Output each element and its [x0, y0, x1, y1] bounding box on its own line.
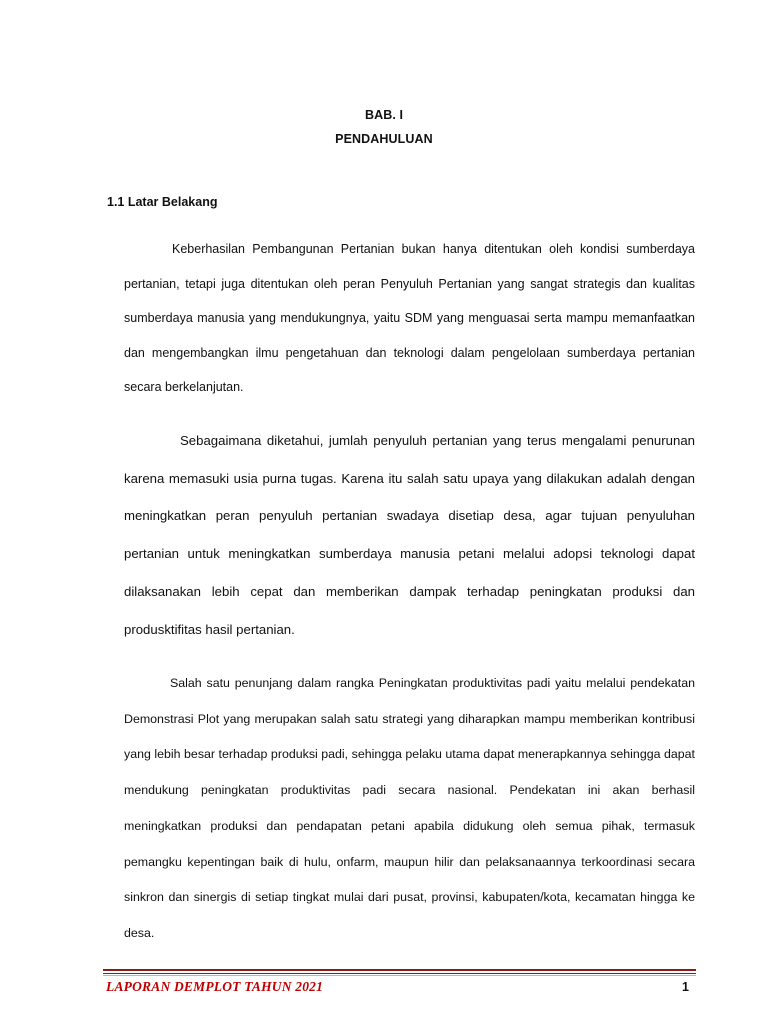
paragraph-2: Sebagaimana diketahui, jumlah penyuluh pertanian yang terus mengalami penurunan karena memasuki usia purna tugas. Karena itu salah satu upaya yang dilakukan adalah dengan meningkatkan peran penyuluh pertanian swadaya disetiap desa, agar tujuan penyuluhan pertanian untuk meningkatkan sumberdaya manusia petani melalui adopsi teknologi dapat dilaksanakan lebih cepat dan memberikan dampak terhadap peningkatan produksi dan produsktifitas hasil pertanian.: [124, 433, 695, 637]
page-number: 1: [682, 980, 689, 994]
chapter-number: BAB. I: [364, 108, 404, 122]
footer-rule-thin: [103, 973, 696, 974]
footer-title: LAPORAN DEMPLOT TAHUN 2021: [106, 979, 324, 994]
footer-rule-thick: [103, 969, 696, 971]
footer-rule-shadow: [103, 975, 696, 976]
paragraph-3: Salah satu penunjang dalam rangka Peningkatan produktivitas padi yaitu melalui pendekatan Demonstrasi Plot yang merupakan salah satu strategi yang diharapkan mampu memberikan kontribusi yang lebih besar terhadap produksi padi, sehingga pelaku utama dapat menerapkannya sehingga dapat mendukung peningkatan produktivitas padi secara nasional. Pendekatan ini akan berhasil meningkatkan produksi dan pendapatan petani apabila didukung oleh semua pihak, termasuk pemangku kepentingan baik di hulu, onfarm, maupun hilir dan pelaksanaannya terkoordinasi secara sinkron dan sinergis di setiap tingkat mulai dari pusat, provinsi, kabupaten/kota, kecamatan hingga ke desa.: [124, 676, 695, 940]
chapter-title: PENDAHULUAN: [335, 132, 433, 146]
paragraph-1: Keberhasilan Pembangunan Pertanian bukan hanya ditentukan oleh kondisi sumberdaya pertanian, tetapi juga ditentukan oleh peran Penyuluh Pertanian yang sangat strategis dan kualitas sumberdaya manusia yang mendukungnya, yaitu SDM yang menguasai serta mampu memanfaatkan dan mengembangkan ilmu pengetahuan dan teknologi dalam pengelolaan sumberdaya pertanian secara berkelanjutan.: [124, 242, 695, 394]
section-title: 1.1 Latar Belakang: [107, 195, 218, 209]
